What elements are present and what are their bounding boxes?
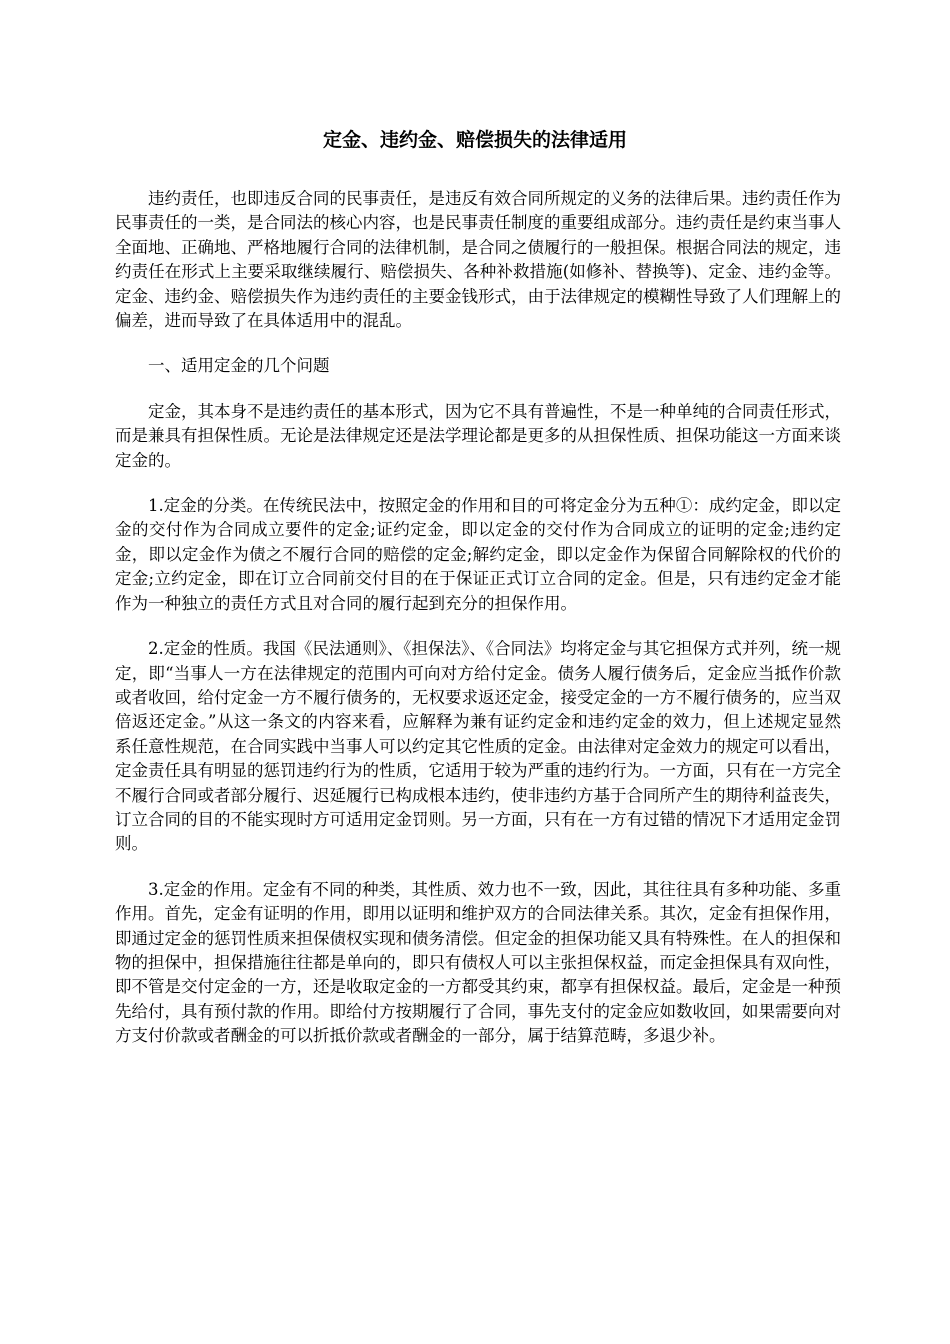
paragraph-deposit-classification: 1.定金的分类。在传统民法中，按照定金的作用和目的可将定金分为五种①：成约定金，即以定金的交付作为合同成立要件的定金;证约定金，即以定金的交付作为合同成立的证明的定金;违约定金，即以定金作为债之不履行合同的赔偿的定金;解约定金，即以定金作为保留合同解除权的代价的定金;立约定金，即在订立合同前交付目的在于保证正式订立合同的定金。但是，只有违约定金才能作为一种独立的责任方式且对合同的履行起到充分的担保作用。 <box>115 496 841 613</box>
paragraph-deposit-nature: 2.定金的性质。我国《民法通则》、《担保法》、《合同法》均将定金与其它担保方式并列，统一规定，即“当事人一方在法律规定的范围内可向对方给付定金。债务人履行债务后，定金应当抵作价款或者收回，给付定金一方不履行债务的，无权要求返还定金，接受定金的一方不履行债务的，应当双倍返还定金。”从这一条文的内容来看，应解释为兼有证约定金和违约定金的效力，但上述规定显然系任意性规范，在合同实践中当事人可以约定其它性质的定金。由法律对定金效力的规定可以看出，定金责任具有明显的惩罚违约行为的性质，它适用于较为严重的违约行为。一方面，只有在一方完全不履行合同或者部分履行、迟延履行已构成根本违约，使非违约方基于合同所产生的期待利益丧失，订立合同的目的不能实现时方可适用定金罚则。另一方面，只有在一方有过错的情况下才适用定金罚则。 <box>115 639 841 854</box>
section-heading-deposit: 一、适用定金的几个问题 <box>148 356 330 376</box>
paragraph-intro: 违约责任，也即违反合同的民事责任，是违反有效合同所规定的义务的法律后果。违约责任作为民事责任的一类，是合同法的核心内容，也是民事责任制度的重要组成部分。违约责任是约束当事人全面地、正确地、严格地履行合同的法律机制，是合同之债履行的一般担保。根据合同法的规定，违约责任在形式上主要采取继续履行、赔偿损失、各种补救措施(如修补、替换等)、定金、违约金等。定金、违约金、赔偿损失作为违约责任的主要金钱形式，由于法律规定的模糊性导致了人们理解上的偏差，进而导致了在具体适用中的混乱。 <box>115 189 841 331</box>
paragraph-deposit-function: 3.定金的作用。定金有不同的种类，其性质、效力也不一致，因此，其往往具有多种功能、多重作用。首先，定金有证明的作用，即用以证明和维护双方的合同法律关系。其次，定金有担保作用，即通过定金的惩罚性质来担保债权实现和债务清偿。但定金的担保功能又具有特殊性。在人的担保和物的担保中，担保措施往往都是单向的，即只有债权人可以主张担保权益，而定金担保具有双向性，即不管是交付定金的一方，还是收取定金的一方都受其约束，都享有担保权益。最后，定金是一种预先给付，具有预付款的作用。即给付方按期履行了合同，事先支付的定金应如数收回，如果需要向对方支付价款或者酬金的可以折抵价款或者酬金的一部分，属于结算范畴，多退少补。 <box>115 879 841 1046</box>
document-title: 定金、违约金、赔偿损失的法律适用 <box>322 129 627 151</box>
document-body <box>115 187 841 1070</box>
paragraph-deposit-overview: 定金，其本身不是违约责任的基本形式，因为它不具有普遍性，不是一种单纯的合同责任形式，而是兼具有担保性质。无论是法律规定还是法学理论都是更多的从担保性质、担保功能这一方面来谈定金的。 <box>115 401 841 470</box>
